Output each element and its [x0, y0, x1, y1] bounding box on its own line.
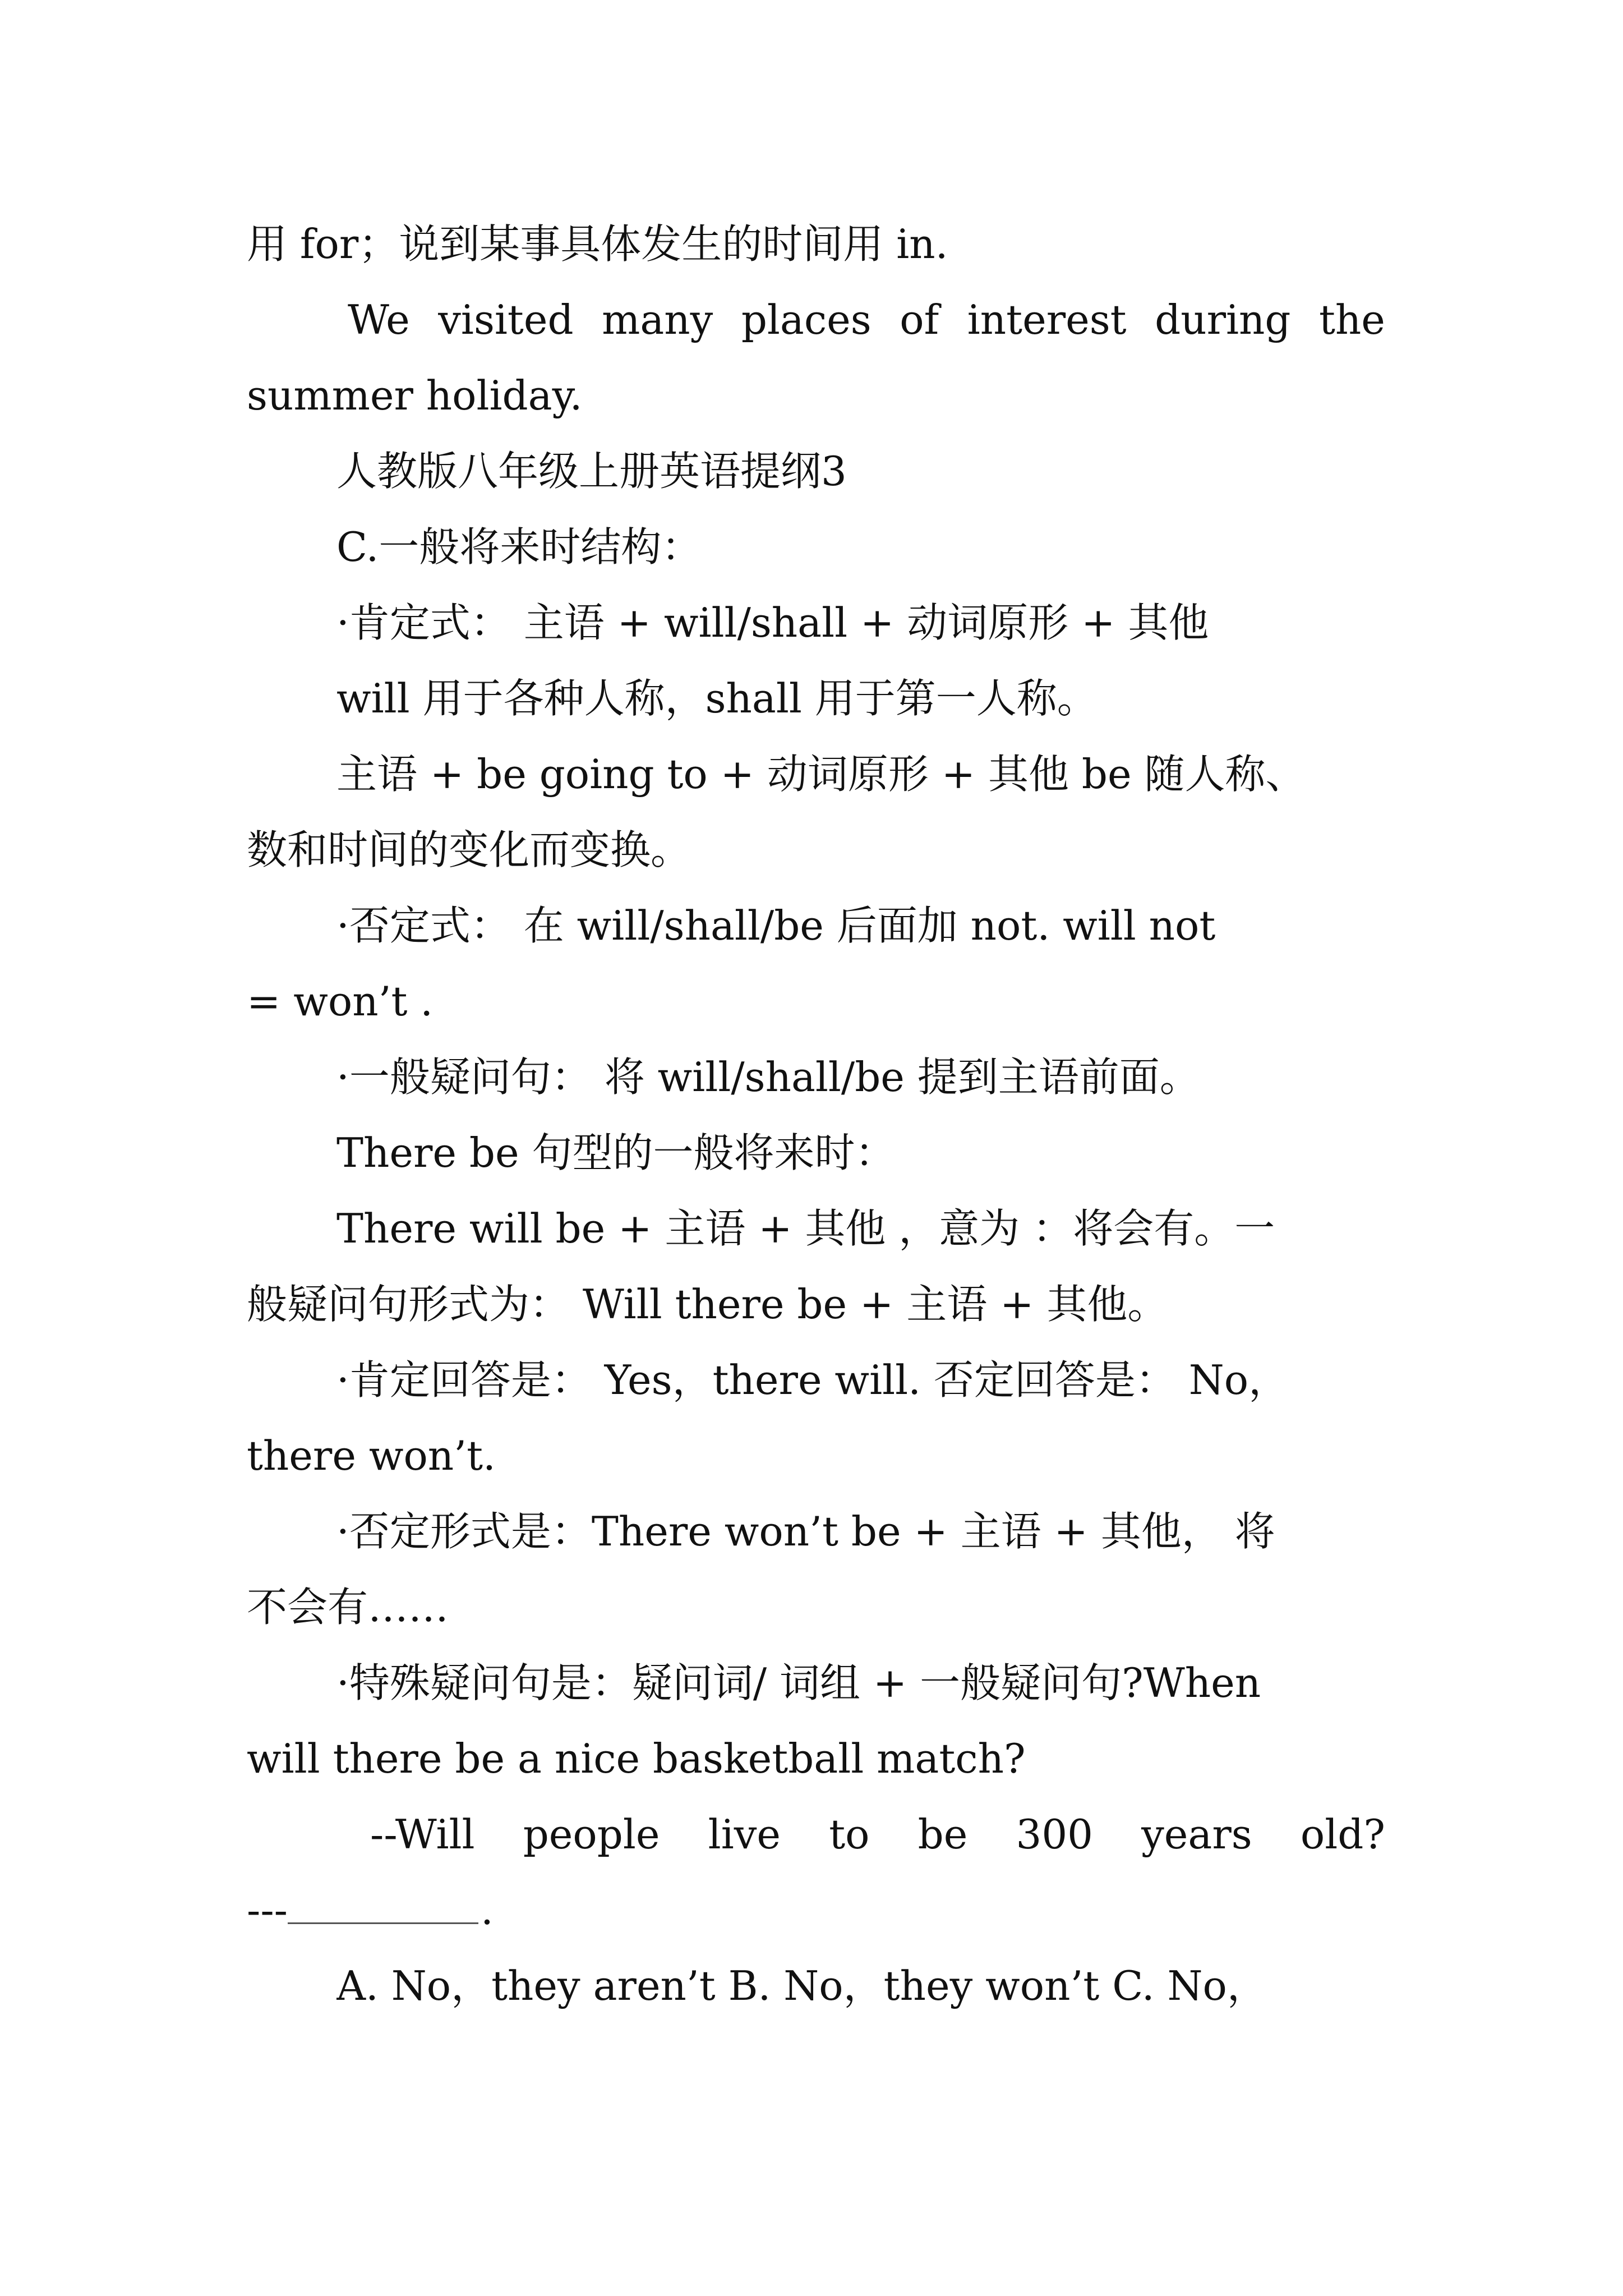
- text-line-2-content-word: We: [348, 296, 410, 343]
- text-line-24: A. No，they aren’t B. No，they won’t C. No，: [336, 1962, 1267, 2009]
- text-line-9: 数和时间的变化而变换。: [247, 826, 691, 873]
- text-line-5: C.一般将来时结构：: [336, 523, 702, 570]
- text-line-22-content-word: 300: [1016, 1811, 1093, 1858]
- text-line-18: ·否定形式是：There won’t be + 主语 + 其他， 将: [336, 1508, 1275, 1555]
- text-line-8: 主语 + be going to + 动词原形 + 其他 be 随人称、: [336, 751, 1306, 798]
- text-line-17: there won’t.: [247, 1432, 496, 1479]
- text-line-22: [370, 1801, 1385, 1868]
- text-line-11: = won’t .: [247, 978, 434, 1025]
- text-line-20: ·特殊疑问句是：疑问词/ 词组 + 一般疑问句?When: [336, 1659, 1261, 1706]
- text-line-19: 不会有……: [247, 1584, 449, 1631]
- text-line-22-content-word: --Will: [370, 1811, 475, 1858]
- text-line-22-content-word: old?: [1300, 1811, 1385, 1858]
- text-line-2: [348, 286, 1385, 353]
- text-line-4: 人教版八年级上册英语提纲3: [336, 448, 847, 495]
- text-line-2-content-word: of: [900, 296, 939, 343]
- text-line-23: [247, 1876, 1385, 1944]
- text-line-2-content-word: the: [1318, 296, 1385, 343]
- text-line-2-content-word: interest: [967, 296, 1127, 343]
- answer-blank: [288, 1922, 478, 1924]
- text-line-13: There be 句型的一般将来时：: [336, 1129, 896, 1176]
- text-line-21: will there be a nice basketball match?: [247, 1735, 1026, 1782]
- text-line-22-content-word: people: [523, 1811, 660, 1858]
- text-line-22-content-word: to: [829, 1811, 870, 1858]
- text-line-6: ·肯定式： 主语 + will/shall + 动词原形 + 其他: [336, 599, 1209, 646]
- text-line-22-content-word: years: [1141, 1811, 1252, 1858]
- text-line-16: ·肯定回答是： Yes，there will. 否定回答是： No，: [336, 1356, 1289, 1404]
- text-line-10: ·否定式： 在 will/shall/be 后面加 not. will not: [336, 902, 1216, 949]
- text-line-2-content-word: during: [1155, 296, 1291, 343]
- answer-prefix: ---: [247, 1887, 288, 1934]
- text-line-22-content-word: be: [917, 1811, 968, 1858]
- text-line-3: summer holiday.: [247, 372, 583, 419]
- text-line-22-content-word: live: [708, 1811, 781, 1858]
- text-line-12: ·一般疑问句： 将 will/shall/be 提到主语前面。: [336, 1053, 1200, 1101]
- text-line-15: 般疑问句形式为： Will there be + 主语 + 其他。: [247, 1281, 1168, 1328]
- text-line-2-content-word: visited: [438, 296, 574, 343]
- text-line-2-content-word: places: [741, 296, 872, 343]
- text-line-1: 用 for；说到某事具体发生的时间用 in.: [247, 220, 948, 268]
- text-line-7: will 用于各种人称，shall 用于第一人称。: [336, 675, 1098, 722]
- text-line-14: There will be + 主语 + 其他 ，意为 ：将会有。一: [336, 1205, 1275, 1252]
- answer-suffix: .: [480, 1887, 494, 1934]
- text-line-2-content-word: many: [602, 296, 713, 343]
